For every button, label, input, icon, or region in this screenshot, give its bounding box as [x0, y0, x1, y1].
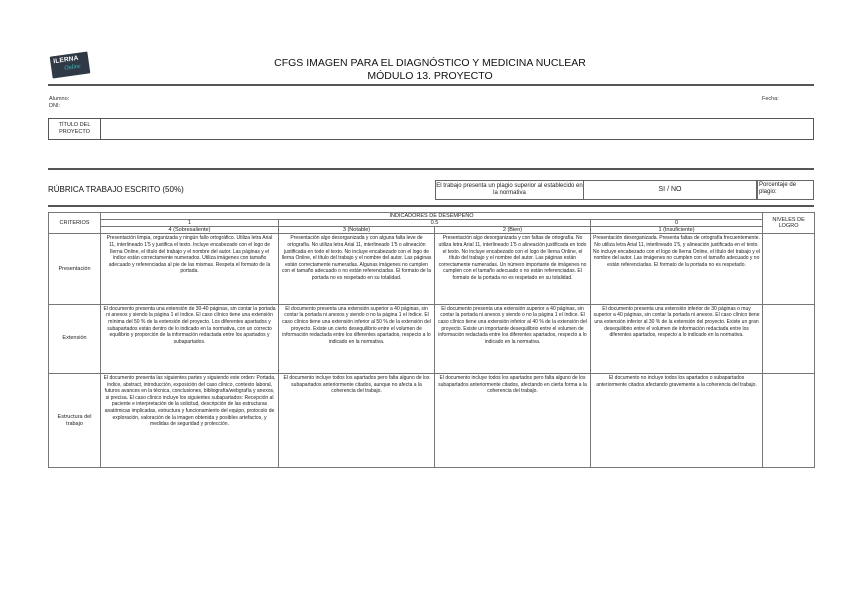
nivel-logro-cell[interactable]: [763, 304, 815, 373]
table-cell: El documento presenta una extensión superior a 40 páginas, sin contar la portada ni anexos y siendo o no la página 1 el índice. El caso clínico tiene una extensión inferior al 40 % de la extensión del proyecto. Existe un importante desequilibrio entre el volumen de información redactada entre los diferentes apartados, respecto a lo indicado en la normativa.: [435, 304, 591, 373]
criterio-label: Presentación: [49, 234, 101, 304]
criterio-label: Extensión: [49, 304, 101, 373]
criterios-header: CRITERIOS: [49, 213, 101, 234]
levels-row: [49, 227, 815, 234]
table-row: [49, 234, 815, 304]
level-cell: 1 (Insuficiente): [591, 227, 763, 234]
table-cell: Presentación algo desorganizada y con alguna falta leve de ortografía. No utiliza letra Arial 11, interlineado 1'5 o alineación justificada en todo el texto. No incluye encabezado con el logo de Ilerna Online, el título del trabajo y el nombre del autor. Las páginas están correctamente numeradas. Algunas imágenes no cumplen con el tamaño adecuado o no están referenciadas. El formato de la portada no es respetado en su totalidad.: [279, 234, 435, 304]
document-title: CFGS IMAGEN PARA EL DIAGNÓSTICO Y MEDICINA NUCLEAR: [274, 57, 586, 69]
titulo-proyecto-label: TÍTULO DEL PROYECTO: [49, 119, 101, 139]
table-cell: El documento incluye todos los apartados pero falta alguno de los subapartados anteriormente citados, aunque no afecta a la coherencia del trabajo.: [279, 374, 435, 468]
table-header-row: [49, 213, 815, 220]
level-cell: 2 (Bien): [435, 227, 591, 234]
logo-text-ilerna: ILERNA: [52, 54, 80, 66]
criterio-label: Estructura del trabajo: [49, 374, 101, 468]
table-cell: El documento presenta una extensión inferior de 30 páginas o muy superior a 40 páginas, sin contar la portada ni anexos. El caso clínico tiene una extensión inferior al 30 % de la extensión del proyecto. Existe un gran desequilibrio entre el volumen de información redactada entre los diferentes apartados, respecto a lo indicado en la normativa.: [591, 304, 763, 373]
porcentaje-plagio-box: Porcentaje de plagio:: [756, 180, 814, 200]
weight-cell: 0.5: [279, 220, 591, 227]
table-cell: Presentación limpia, organizada y ningún fallo ortográfico. Utiliza letra Arial 11, interlineado 1'5 y justifica el texto. Incluye encabezado con el logo de Ilerna Online, el título del trabajo y el nombre del autor. Las páginas y el índice están correctamente numerados. Utiliza imágenes con tamaño adecuado y referenciadas al pie de las mismas. Respeta el formato de la portada.: [101, 234, 279, 304]
plagio-value: SI / NO: [658, 186, 682, 193]
titulo-proyecto-box: [48, 118, 814, 140]
plagio-box: [435, 180, 758, 200]
weight-cell: 0: [591, 220, 763, 227]
table-cell: El documento incluye todos los apartados pero falta alguno de los subapartados anteriormente citados, afectando en cierta forma a la coherencia del trabajo.: [435, 374, 591, 468]
nivel-logro-cell[interactable]: [763, 234, 815, 304]
table-cell: Presentación algo desorganizada y con faltas de ortografía. No utiliza letra Arial 11, interlineado 1'5 o alineación justificada en todo el texto. No incluye encabezado con el logo de Ilerna Online, el título del trabajo y el nombre del autor. Las páginas están correctamente numeradas. Un número importante de imágenes no cumplen con el tamaño adecuado o no están referenciadas. El formato de la portada no es respetado en su totalidad.: [435, 234, 591, 304]
weights-row: [49, 220, 815, 227]
nivel-logro-cell[interactable]: [763, 374, 815, 468]
table-row: [49, 374, 815, 468]
table-row: [49, 304, 815, 373]
alumno-label: Alumno:: [49, 96, 70, 102]
dni-label: DNI:: [49, 103, 60, 109]
section-divider-top: [48, 168, 814, 170]
rubric-table: [48, 212, 815, 468]
niveles-header: NIVELES DE LOGRO: [763, 213, 815, 234]
header-divider: [48, 84, 814, 86]
plagio-question: El trabajo presenta un plagio superior al establecido en la normativa: [436, 181, 584, 199]
rubric-title: RÚBRICA TRABAJO ESCRITO (50%): [48, 185, 184, 194]
fecha-label: Fecha:: [762, 96, 779, 102]
indicadores-header: INDICADORES DE DESEMPEÑO: [101, 213, 763, 220]
table-cell: El documento no incluye todos los apartados o subapartados anteriormente citados afectando gravemente a la coherencia del trabajo.: [591, 374, 763, 468]
table-cell: Presentación desorganizada. Presenta faltas de ortografía frecuentemente. No utiliza letra Arial 11, interlineado 1'5, y alineación justificada en el texto. No incluye encabezado con el logo de Ilerna Online, el título del trabajo y el nombre del autor. Las imágenes no cumplen con el tamaño adecuado y no están referenciadas. El formato de la portada no es respetado.: [591, 234, 763, 304]
table-cell: El documento presenta una extensión superior a 40 páginas, sin contar la portada ni anexos y siendo o no la página 1 el índice. El caso clínico tiene una extensión inferior al 50 % de la extensión del proyecto. Existe un cierto desequilibrio entre el volumen de información redactada entre los diferentes apartados, respecto a lo indicado en la normativa.: [279, 304, 435, 373]
weight-cell: 1: [101, 220, 279, 227]
table-cell: El documento presenta una extensión de 30-40 páginas, sin contar la portada ni anexos y siendo la página 1 el índice. El caso clínico tiene una extensión mínima del 50 % de la extensión del proyecto. Los diferentes apartados y subapartados están dentro de lo indicado en la normativa, con un correcto equilibrio y proporción de la información redactada entre los apartados y subapartados.: [101, 304, 279, 373]
logo-text-online: Online: [64, 63, 82, 72]
document-subtitle: MÓDULO 13. PROYECTO: [367, 70, 493, 82]
level-cell: 3 (Notable): [279, 227, 435, 234]
table-cell: El documento presenta las siguientes partes y siguiendo este orden: Portada, índice, abstract, introducción, exposición del caso clínico, contexto laboral, futuros avances en la técnica, conclusiones, bibliografía/webgrafía y anexos, si precisa. El caso clínico incluye los siguientes subapartados: Recepción al paciente e interpretación de la solicitud, descripción de las estructuras anatómicas implicadas, estructura y funcionamiento del equipo, protocolo de exploración, valoración de la imagen obtenida y posibles artefactos, y medidas de seguridad y protección.: [101, 374, 279, 468]
section-divider-bottom: [48, 205, 814, 207]
ilerna-logo: [50, 51, 91, 78]
level-cell: 4 (Sobresaliente): [101, 227, 279, 234]
